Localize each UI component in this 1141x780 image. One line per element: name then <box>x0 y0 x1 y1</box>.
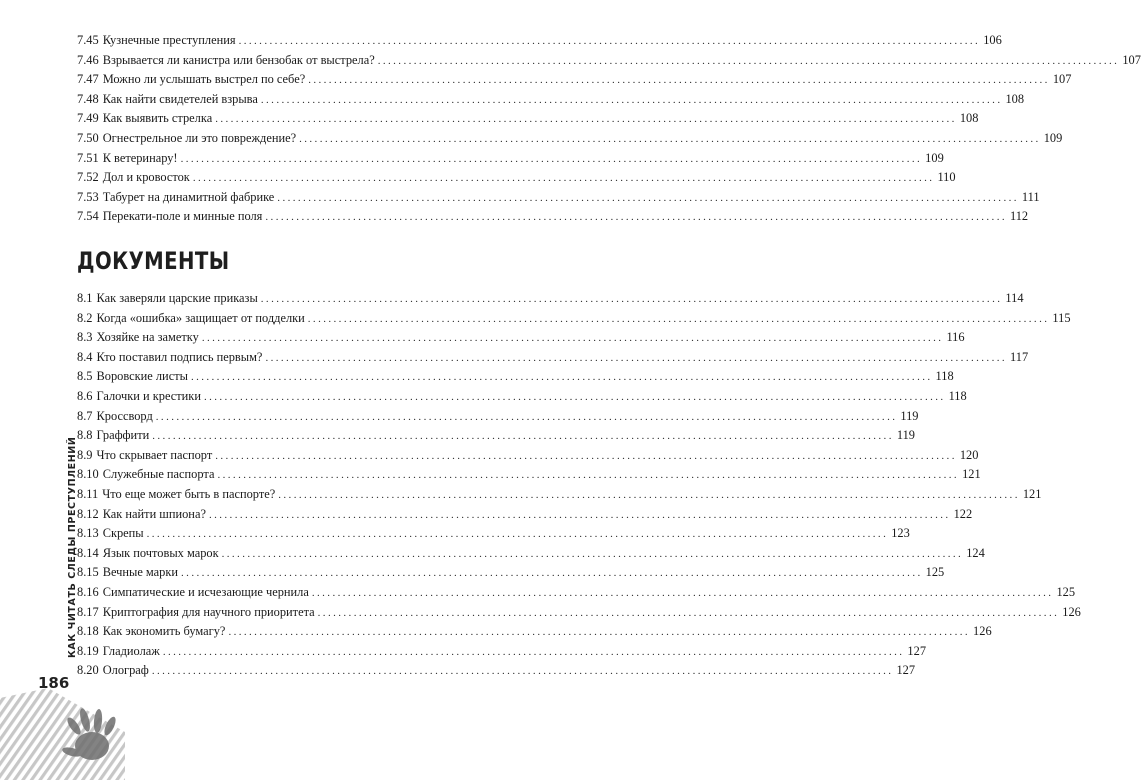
dot-leader <box>217 466 959 485</box>
entry-number: 8.3 <box>77 330 93 345</box>
entry-page: 112 <box>1010 209 1029 224</box>
entry-number: 8.19 <box>77 643 99 658</box>
entry-page: 118 <box>948 389 967 403</box>
entry-page: 108 <box>1005 91 1025 106</box>
dot-leader <box>191 368 933 387</box>
entry-title: Галочки и крестики <box>96 389 201 403</box>
entry-title: Кроссворд <box>96 408 153 423</box>
dot-leader <box>152 427 894 446</box>
entry-title: Как заверяли царские приказы <box>96 291 258 305</box>
entry-number: 8.7 <box>77 408 93 423</box>
entry-title: Дол и кровосток <box>102 170 190 185</box>
toc-entry <box>77 583 1076 602</box>
entry-title: Когда «ошибка» защищает от подделки <box>96 310 305 325</box>
entry-title: Криптография для научного приоритета <box>102 604 315 619</box>
entry-title: Перекати-поле и минные поля <box>102 209 263 224</box>
toc-entry <box>77 90 1025 109</box>
entry-page: 125 <box>1056 585 1076 599</box>
entry-page: 120 <box>959 447 979 462</box>
entry-number: 8.14 <box>77 545 99 560</box>
entry-page: 126 <box>1062 604 1081 619</box>
entry-page: 109 <box>925 150 944 165</box>
entry-page: 121 <box>1022 487 1042 501</box>
entry-title: Хозяйке на заметку <box>96 330 199 345</box>
entry-title: Как найти свидетелей взрыва <box>102 91 258 106</box>
entry-number: 8.13 <box>77 526 99 541</box>
entry-number: 8.10 <box>77 467 99 482</box>
entry-number: 8.17 <box>77 604 99 619</box>
toc-entry <box>77 328 965 347</box>
handprint-stripes-illustration <box>0 688 125 780</box>
entry-page: 106 <box>983 33 1002 47</box>
entry-title: Кто поставил подпись первым? <box>96 349 263 364</box>
toc-entry <box>77 485 1042 504</box>
entry-number: 7.48 <box>77 91 99 106</box>
entry-title: Гладиолаж <box>102 643 160 658</box>
toc-entry <box>77 407 919 426</box>
entry-number: 8.15 <box>77 565 99 580</box>
entry-number: 7.51 <box>77 150 99 165</box>
toc-entry <box>77 603 1081 622</box>
entry-number: 7.50 <box>77 131 99 145</box>
dot-leader <box>193 169 935 188</box>
entry-page: 108 <box>959 111 979 126</box>
entry-title: Можно ли услышать выстрел по себе? <box>102 72 306 87</box>
dot-leader <box>152 662 894 681</box>
entry-number: 7.52 <box>77 170 99 185</box>
entry-page: 127 <box>896 663 916 678</box>
entry-page: 115 <box>1052 310 1071 325</box>
entry-title: Что скрывает паспорт <box>96 447 213 462</box>
entry-number: 8.12 <box>77 506 99 521</box>
dot-leader <box>222 545 964 564</box>
toc-entry <box>77 524 910 543</box>
entry-page: 125 <box>925 565 945 580</box>
entry-number: 8.11 <box>77 487 99 501</box>
running-title: КАК ЧИТАТЬ СЛЕДЫ ПРЕСТУПЛЕНИЙ <box>67 436 78 658</box>
entry-title: Язык почтовых марок <box>102 545 219 560</box>
toc-entry <box>77 109 979 128</box>
toc-entry <box>77 505 973 524</box>
dot-leader <box>299 130 1041 149</box>
dot-leader <box>209 506 951 525</box>
toc-entry <box>77 642 927 661</box>
entry-number: 8.2 <box>77 310 93 325</box>
entry-page: 107 <box>1052 72 1072 87</box>
dot-leader <box>215 110 957 129</box>
entry-title: Огнестрельное ли это повреждение? <box>102 131 297 145</box>
entry-page: 111 <box>1021 189 1040 204</box>
dot-leader <box>181 150 923 169</box>
entry-page: 117 <box>1010 349 1029 364</box>
dot-leader <box>277 189 1019 208</box>
entry-title: К ветеринару! <box>102 150 178 165</box>
entry-number: 7.54 <box>77 209 99 224</box>
entry-title: Служебные паспорта <box>102 467 215 482</box>
toc-entry <box>77 426 915 445</box>
dot-leader <box>265 349 1007 368</box>
toc-entry <box>77 51 1141 70</box>
entry-page: 124 <box>966 545 985 560</box>
toc-entry <box>77 661 916 680</box>
entry-number: 8.8 <box>77 428 93 443</box>
entry-number: 8.9 <box>77 447 93 462</box>
entry-page: 109 <box>1043 131 1063 145</box>
entry-number: 8.18 <box>77 624 99 639</box>
entry-number: 8.16 <box>77 585 99 599</box>
toc-entry <box>77 309 1071 328</box>
entry-page: 122 <box>953 506 973 521</box>
toc-entry <box>77 70 1072 89</box>
entry-page: 126 <box>973 624 992 639</box>
section-heading: ДОКУМЕНТЫ <box>77 247 230 275</box>
entry-number: 8.20 <box>77 663 99 678</box>
entry-title: Симпатические и исчезающие чернила <box>102 585 309 599</box>
entry-title: Что еще может быть в паспорте? <box>102 487 276 501</box>
entry-number: 7.53 <box>77 189 99 204</box>
toc-entry <box>77 622 992 641</box>
entry-title: Табурет на динамитной фабрике <box>102 189 275 204</box>
entry-page: 119 <box>900 408 919 423</box>
entry-page: 114 <box>1005 291 1024 305</box>
toc-entry <box>77 544 985 563</box>
dot-leader <box>204 388 946 407</box>
entry-number: 8.5 <box>77 369 93 384</box>
dot-leader <box>308 310 1050 329</box>
dot-leader <box>278 486 1020 505</box>
dot-leader <box>265 208 1007 227</box>
page-number: 186 <box>38 674 70 692</box>
toc-entry <box>77 446 979 465</box>
entry-page: 107 <box>1122 52 1141 67</box>
toc-entry <box>77 188 1040 207</box>
entry-page: 110 <box>937 170 956 185</box>
toc-entry <box>77 563 945 582</box>
dot-leader <box>378 52 1120 71</box>
dot-leader <box>215 447 957 466</box>
dot-leader <box>228 623 970 642</box>
toc-entry <box>77 168 956 187</box>
entry-number: 7.46 <box>77 52 99 67</box>
toc-entry <box>77 289 1024 308</box>
toc-entry <box>77 31 1002 50</box>
entry-number: 7.47 <box>77 72 99 87</box>
dot-leader <box>261 91 1003 110</box>
dot-leader <box>239 32 981 51</box>
toc-entry <box>77 367 954 386</box>
entry-title: Взрывается ли канистра или бензобак от выстрела? <box>102 52 375 67</box>
entry-page: 118 <box>935 369 954 384</box>
entry-title: Скрепы <box>102 526 144 541</box>
entry-title: Кузнечные преступления <box>102 33 236 47</box>
toc-entry <box>77 207 1029 226</box>
entry-title: Олограф <box>102 663 149 678</box>
entry-title: Граффити <box>96 428 150 443</box>
dot-leader <box>318 604 1060 623</box>
entry-number: 8.6 <box>77 389 93 403</box>
entry-number: 8.4 <box>77 349 93 364</box>
toc-entry <box>77 149 944 168</box>
dot-leader <box>181 564 923 583</box>
dot-leader <box>147 525 889 544</box>
entry-page: 123 <box>891 526 910 541</box>
entry-title: Воровские листы <box>96 369 188 384</box>
toc-entry <box>77 348 1029 367</box>
dot-leader <box>163 643 905 662</box>
toc-entry <box>77 387 967 406</box>
entry-page: 119 <box>896 428 915 443</box>
entry-title: Как экономить бумагу? <box>102 624 226 639</box>
entry-number: 8.1 <box>77 291 93 305</box>
dot-leader <box>312 584 1054 603</box>
entry-number: 7.45 <box>77 33 99 47</box>
entry-page: 116 <box>946 330 965 345</box>
dot-leader <box>156 408 898 427</box>
dot-leader <box>261 290 1003 309</box>
dot-leader <box>202 329 944 348</box>
entry-number: 7.49 <box>77 111 99 126</box>
entry-title: Как найти шпиона? <box>102 506 206 521</box>
entry-page: 127 <box>907 643 927 658</box>
toc-entry <box>77 129 1063 148</box>
entry-page: 121 <box>962 467 981 482</box>
toc-entry <box>77 465 981 484</box>
dot-leader <box>308 71 1050 90</box>
entry-title: Вечные марки <box>102 565 179 580</box>
entry-title: Как выявить стрелка <box>102 111 213 126</box>
